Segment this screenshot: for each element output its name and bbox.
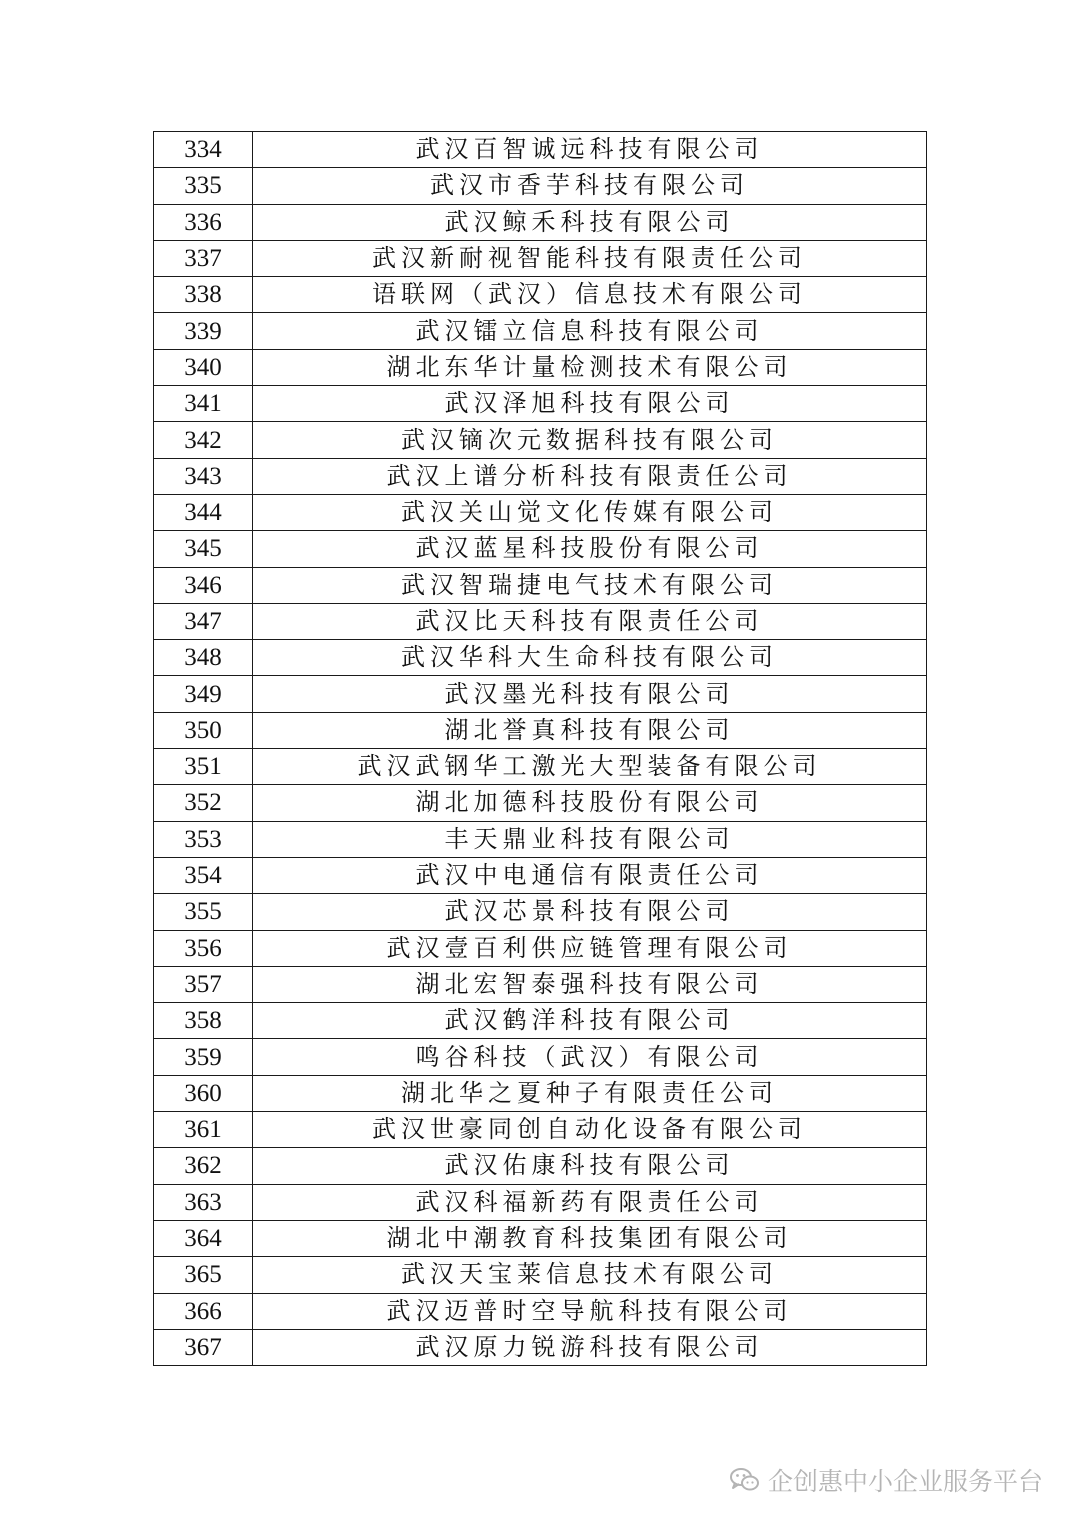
company-name: 湖北东华计量检测技术有限公司	[253, 349, 927, 385]
table-row	[154, 1148, 927, 1184]
row-number: 359	[154, 1039, 253, 1075]
table-row	[154, 313, 927, 349]
table-row	[154, 494, 927, 530]
row-number: 356	[154, 930, 253, 966]
table-row	[154, 1293, 927, 1329]
company-name: 武汉中电通信有限责任公司	[253, 857, 927, 893]
row-number: 355	[154, 894, 253, 930]
row-number: 344	[154, 494, 253, 530]
row-number: 354	[154, 857, 253, 893]
table-row	[154, 930, 927, 966]
company-name: 武汉天宝莱信息技术有限公司	[253, 1257, 927, 1293]
table-row	[154, 422, 927, 458]
table-row	[154, 1184, 927, 1220]
row-number: 352	[154, 785, 253, 821]
row-number: 343	[154, 458, 253, 494]
row-number: 360	[154, 1075, 253, 1111]
table-row	[154, 277, 927, 313]
company-name: 湖北宏智泰强科技有限公司	[253, 966, 927, 1002]
company-list-table	[153, 131, 927, 1366]
company-name: 武汉智瑞捷电气技术有限公司	[253, 567, 927, 603]
company-name: 武汉市香芋科技有限公司	[253, 168, 927, 204]
row-number: 346	[154, 567, 253, 603]
company-name: 武汉科福新药有限责任公司	[253, 1184, 927, 1220]
table-row	[154, 386, 927, 422]
row-number: 334	[154, 132, 253, 168]
table-row	[154, 1329, 927, 1365]
table-row	[154, 749, 927, 785]
company-name: 武汉镭立信息科技有限公司	[253, 313, 927, 349]
row-number: 362	[154, 1148, 253, 1184]
row-number: 342	[154, 422, 253, 458]
company-name: 武汉墨光科技有限公司	[253, 676, 927, 712]
table-row	[154, 458, 927, 494]
table-row	[154, 857, 927, 893]
table-row	[154, 603, 927, 639]
row-number: 357	[154, 966, 253, 1002]
company-name: 武汉华科大生命科技有限公司	[253, 640, 927, 676]
table-row	[154, 1039, 927, 1075]
row-number: 367	[154, 1329, 253, 1365]
row-number: 340	[154, 349, 253, 385]
watermark	[730, 1462, 1043, 1498]
table-row	[154, 567, 927, 603]
table-row	[154, 168, 927, 204]
company-list-body	[154, 132, 927, 1366]
table-row	[154, 1257, 927, 1293]
row-number: 365	[154, 1257, 253, 1293]
table-row	[154, 966, 927, 1002]
row-number: 347	[154, 603, 253, 639]
company-name: 武汉泽旭科技有限公司	[253, 386, 927, 422]
row-number: 335	[154, 168, 253, 204]
table-row	[154, 640, 927, 676]
company-name: 武汉鲸禾科技有限公司	[253, 204, 927, 240]
table-row	[154, 204, 927, 240]
row-number: 366	[154, 1293, 253, 1329]
row-number: 363	[154, 1184, 253, 1220]
row-number: 350	[154, 712, 253, 748]
company-name: 武汉原力锐游科技有限公司	[253, 1329, 927, 1365]
row-number: 338	[154, 277, 253, 313]
table-row	[154, 1003, 927, 1039]
row-number: 361	[154, 1112, 253, 1148]
company-name: 武汉鹤洋科技有限公司	[253, 1003, 927, 1039]
company-name: 湖北中潮教育科技集团有限公司	[253, 1220, 927, 1256]
company-name: 武汉关山觉文化传媒有限公司	[253, 494, 927, 530]
company-name: 武汉芯景科技有限公司	[253, 894, 927, 930]
table-row	[154, 712, 927, 748]
company-name: 湖北加德科技股份有限公司	[253, 785, 927, 821]
company-name: 武汉武钢华工激光大型装备有限公司	[253, 749, 927, 785]
table-row	[154, 785, 927, 821]
company-name: 武汉上谱分析科技有限责任公司	[253, 458, 927, 494]
table-row	[154, 1075, 927, 1111]
table-row	[154, 821, 927, 857]
row-number: 349	[154, 676, 253, 712]
company-name: 武汉比天科技有限责任公司	[253, 603, 927, 639]
table-row	[154, 349, 927, 385]
table-row	[154, 1112, 927, 1148]
row-number: 348	[154, 640, 253, 676]
company-name: 武汉迈普时空导航科技有限公司	[253, 1293, 927, 1329]
row-number: 358	[154, 1003, 253, 1039]
table-row	[154, 676, 927, 712]
watermark-text: 企创惠中小企业服务平台	[767, 1467, 1043, 1496]
company-name: 武汉蓝星科技股份有限公司	[253, 531, 927, 567]
row-number: 351	[154, 749, 253, 785]
company-name: 武汉世豪同创自动化设备有限公司	[253, 1112, 927, 1148]
row-number: 337	[154, 240, 253, 276]
row-number: 353	[154, 821, 253, 857]
wechat-icon	[730, 1467, 760, 1493]
row-number: 339	[154, 313, 253, 349]
company-name: 武汉壹百利供应链管理有限公司	[253, 930, 927, 966]
company-name: 武汉新耐视智能科技有限责任公司	[253, 240, 927, 276]
company-name: 武汉佑康科技有限公司	[253, 1148, 927, 1184]
company-name: 湖北誉真科技有限公司	[253, 712, 927, 748]
table-row	[154, 894, 927, 930]
row-number: 336	[154, 204, 253, 240]
company-name: 武汉百智诚远科技有限公司	[253, 132, 927, 168]
company-name: 鸣谷科技（武汉）有限公司	[253, 1039, 927, 1075]
company-name: 湖北华之夏种子有限责任公司	[253, 1075, 927, 1111]
row-number: 345	[154, 531, 253, 567]
company-name: 丰天鼎业科技有限公司	[253, 821, 927, 857]
row-number: 341	[154, 386, 253, 422]
table-row	[154, 531, 927, 567]
row-number: 364	[154, 1220, 253, 1256]
company-name: 武汉镝次元数据科技有限公司	[253, 422, 927, 458]
table-row	[154, 1220, 927, 1256]
company-name: 语联网（武汉）信息技术有限公司	[253, 277, 927, 313]
table-row	[154, 240, 927, 276]
table-row	[154, 132, 927, 168]
